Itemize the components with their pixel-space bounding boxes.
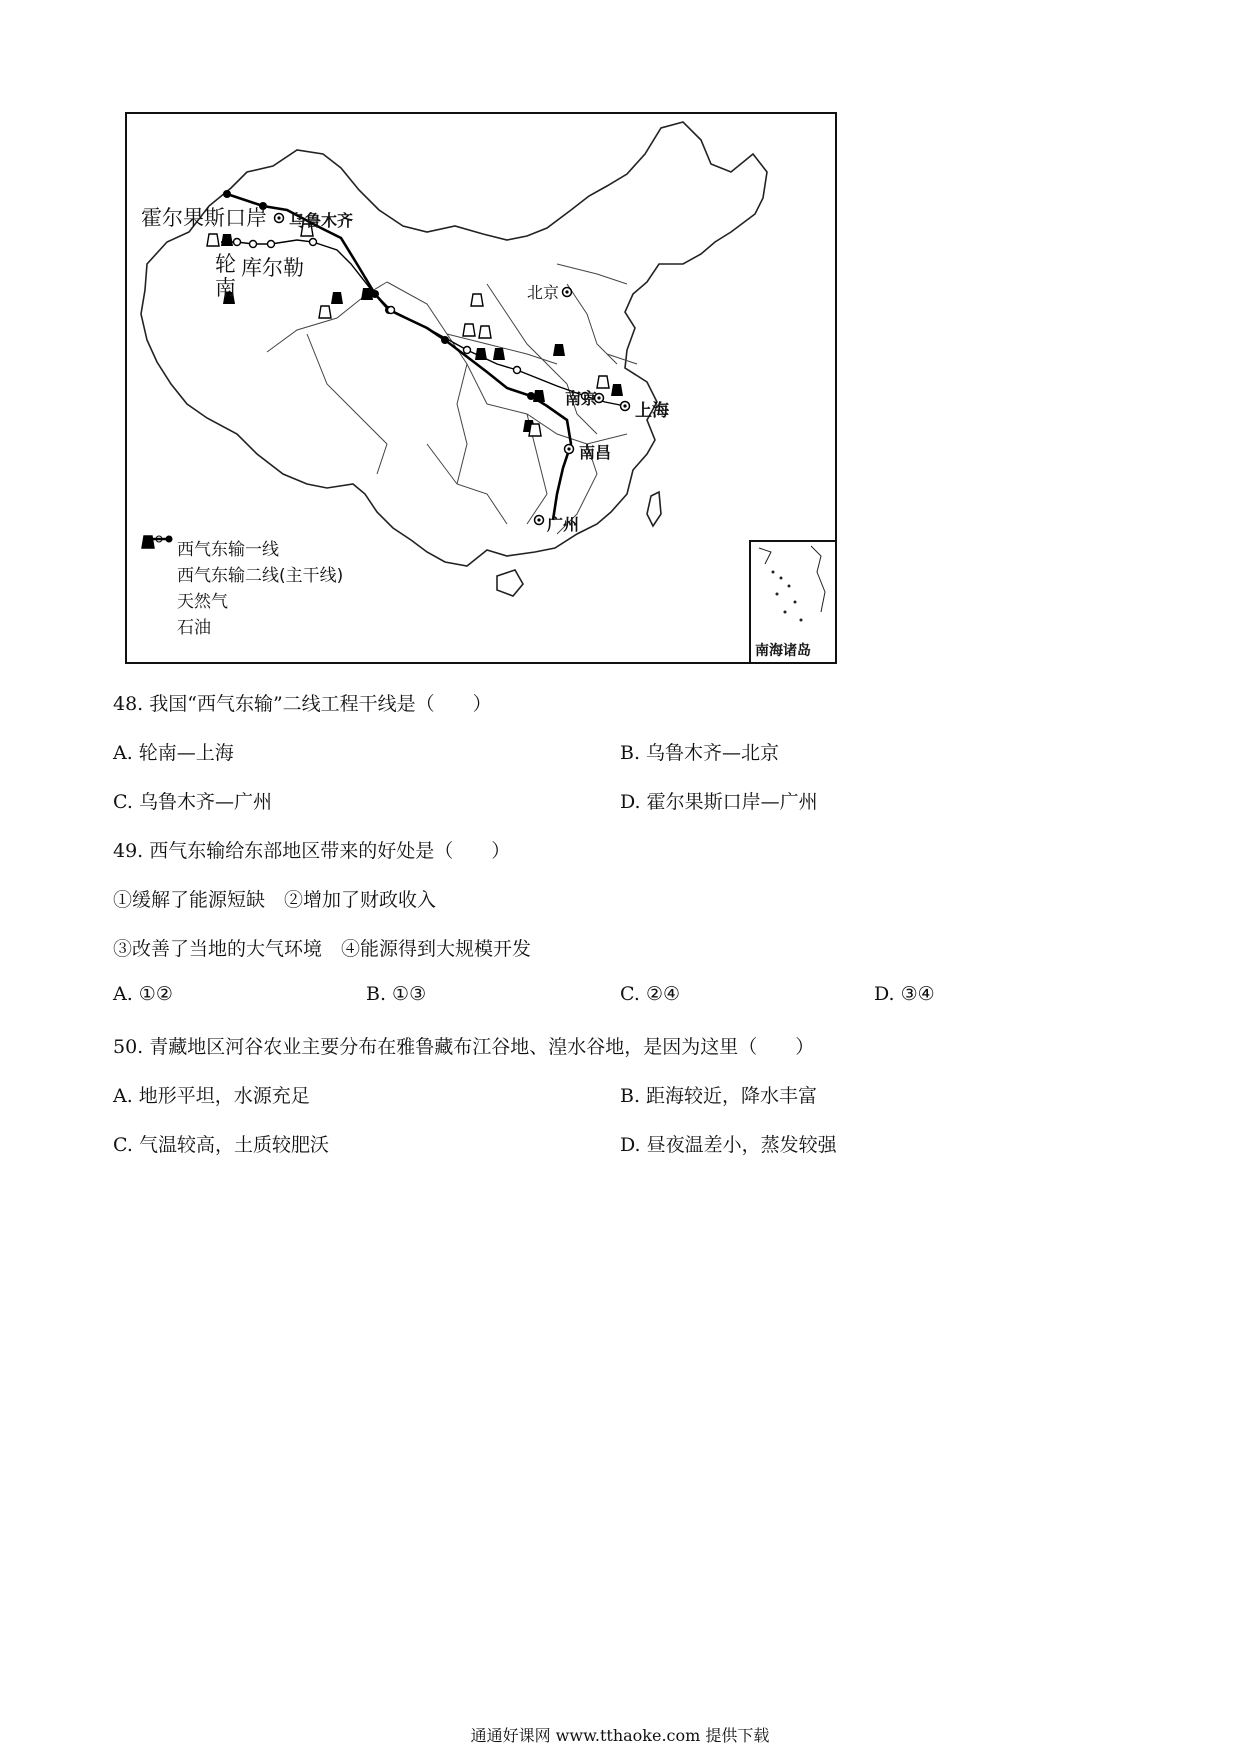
label-nanjing: 南京: [565, 389, 598, 408]
q49-option-b: B. ①③: [366, 983, 427, 1005]
q49-option-a: A. ①②: [113, 983, 173, 1005]
q49-statement-line1: ①缓解了能源短缺 ②增加了财政收入: [113, 889, 437, 911]
q48-option-c: C. 乌鲁木齐—广州: [113, 791, 272, 813]
question-50-stem: 50. 青藏地区河谷农业主要分布在雅鲁藏布江谷地、湟水谷地，是因为这里（ ）: [113, 1036, 815, 1058]
taiwan-outline: [647, 492, 661, 526]
q48-option-d: D. 霍尔果斯口岸—广州: [620, 791, 818, 813]
q49-statement-line2: ③改善了当地的大气环境 ④能源得到大规模开发: [113, 938, 532, 960]
label-horgos: 霍尔果斯口岸: [141, 206, 267, 230]
page-footer: 通通好课网 www.tthaoke.com 提供下载: [470, 1726, 770, 1745]
legend-line2: [141, 560, 343, 586]
label-korla: 库尔勒: [241, 256, 304, 280]
inset-label: 南海诸岛: [755, 643, 811, 659]
q48-option-a: A. 轮南—上海: [113, 742, 234, 764]
label-guangzhou: 广州: [547, 515, 580, 534]
label-nanchang: 南昌: [579, 443, 612, 462]
q50-option-b: B. 距海较近，降水丰富: [620, 1085, 818, 1107]
legend-oil-label: 石油: [177, 617, 211, 638]
legend-gas-label: 天然气: [177, 591, 228, 612]
legend-gas: [141, 586, 343, 612]
label-urumqi: 乌鲁木齐: [289, 211, 354, 230]
legend-line2-label: 西气东输二线(主干线): [177, 565, 344, 586]
pipeline-map: [125, 112, 837, 664]
label-beijing: 北京: [527, 283, 560, 302]
q49-option-c: C. ②④: [620, 983, 681, 1005]
q48-option-b: B. 乌鲁木齐—北京: [620, 742, 780, 764]
line2-markers: [223, 190, 535, 400]
south-sea-inset: [749, 540, 835, 662]
map-legend: [141, 534, 343, 638]
legend-oil: [141, 612, 343, 638]
q50-option-d: D. 昼夜温差小，蒸发较强: [620, 1134, 837, 1156]
q49-option-d: D. ③④: [874, 983, 935, 1005]
hainan-outline: [497, 570, 523, 596]
city-dots: [277, 216, 626, 521]
label-shanghai: 上海: [635, 401, 669, 421]
q50-option-c: C. 气温较高，土质较肥沃: [113, 1134, 329, 1156]
inset-graphic: [751, 542, 835, 642]
legend-line1-label: 西气东输一线: [177, 539, 279, 560]
question-49-stem: 49. 西气东输给东部地区带来的好处是（ ）: [113, 840, 511, 862]
question-48-stem: 48. 我国“西气东输”二线工程干线是（ ）: [113, 693, 492, 715]
label-lunnan: 轮 南: [215, 252, 236, 300]
q50-option-a: A. 地形平坦，水源充足: [113, 1085, 310, 1107]
